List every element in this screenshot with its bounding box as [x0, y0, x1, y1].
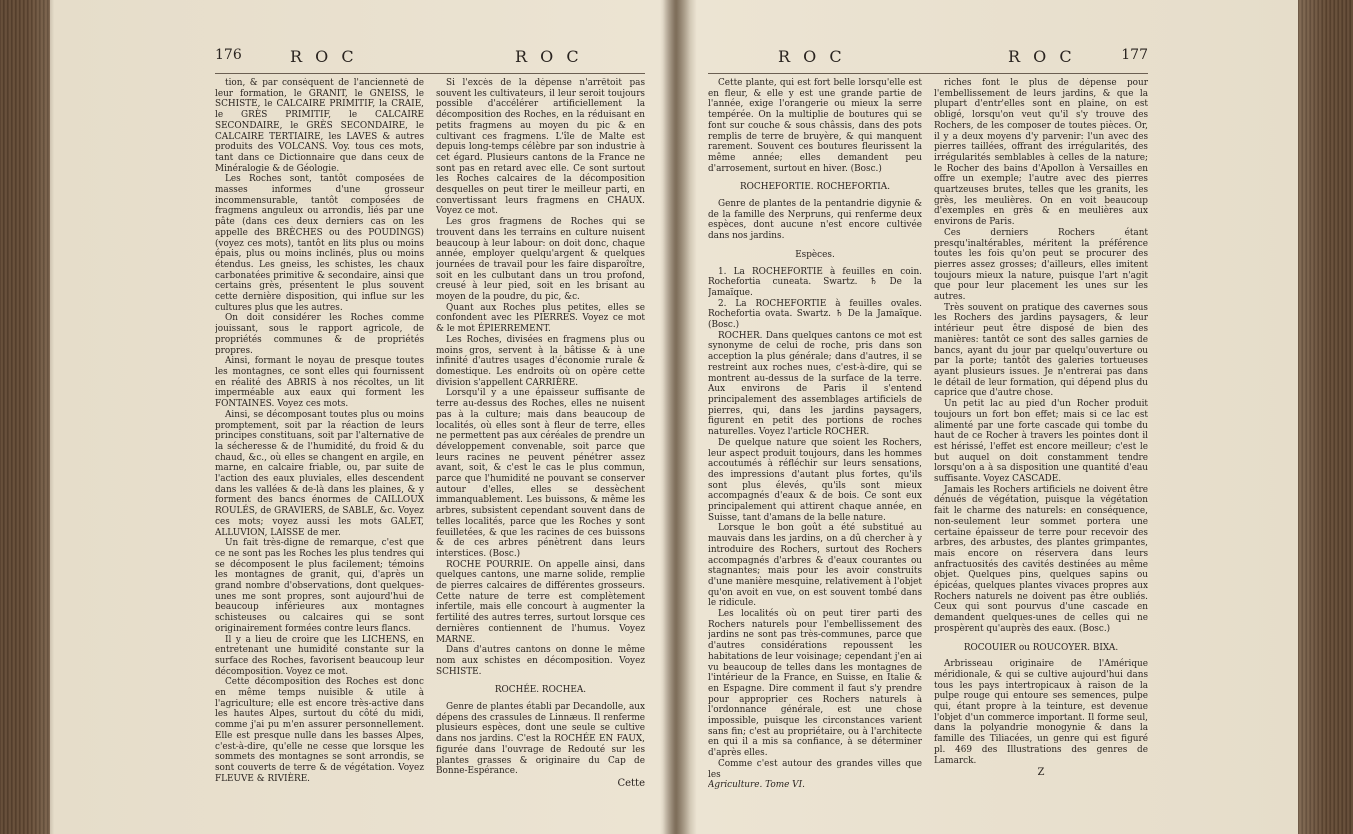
signature-line: Agriculture. Tome VI. — [708, 780, 805, 791]
entry-heading-rochefortie: ROCHEFORTIE. ROCHEFORTIA. — [739, 182, 891, 193]
right-page-number: 177 — [1121, 47, 1148, 63]
left-running-head-2: R O C — [515, 47, 583, 66]
paragraph: Comme c'est autour des grandes villes que les — [708, 758, 922, 780]
right-running-head-1: R O C — [778, 47, 846, 66]
paragraph: De quelque nature que soient les Rochers, leur aspect produit toujours, dans les hommes accoutumés à réfléchir sur leurs sensations, des impressions d'autant plus fortes, qu'ils sont plus élevés, qu'ils sont mieux accompagnés d'eaux & de bois. Ce sont eux principalement qui attirent chaque année, en Suisse, tant d'amans de la belle nature. — [708, 437, 922, 523]
right-page-edges — [1298, 0, 1353, 834]
paragraph: On doit considérer les Roches comme jouissant, sous le rapport agricole, de propriétés communes & de propriétés propres. — [215, 313, 424, 356]
left-running-head-1: R O C — [290, 47, 358, 66]
paragraph: tion, & par conséquent de l'ancienneté de leur formation, le GRANIT, le GNEISS, le SCHISTE, le CALCAIRE PRIMITIF, la CRAIE, le GRÈS PRIMITIF, le CALCAIRE SECONDAIRE, le GRÈS SECONDAIRE, le CALCAIRE TERTIAIRE, les LAVES & autres produits des VOLCANS. Voy. tous ces mots, tant dans ce Dictionnaire que dans ceux de Minéralogie & de Géologie. — [215, 78, 424, 174]
paragraph: Lorsqu'il y a une épaisseur suffisante de terre au-dessus des Roches, elles ne nuisent pas à la culture; mais dans beaucoup de localités, où elles sont à fleur de terre, elles ne permettent pas aux céréales de prendre un développement convenable, soit parce que leurs racines ne peuvent pénétrer assez avant, soit, & c'est le cas le plus commun, parce que l'humidité ne pouvant se conserver autour d'elles, elles se dessèchent immanquablement. Les buissons, & même les arbres, subsistent cependant souvent dans de telles localités, parce que les Roches y sont feuilletées, & que les racines de ces buissons & de ces arbres pénètrent dans leurs interstices. (Bosc.) — [436, 388, 645, 559]
left-column-1 — [215, 78, 424, 823]
left-page-header — [215, 45, 645, 74]
left-page — [215, 45, 645, 823]
paragraph: Très souvent on pratique des cavernes sous les Rochers des jardins paysagers, & leur intérieur peut être disposé de bien des manières: tantôt ce sont des salles garnies de bancs, ayant du jour par quelqu'ouverture ou par la porte; tantôt des galeries tortueuses ayant plusieurs issues. Je n'entrerai pas dans le détail de leur formation, qui dépend plus du caprice que d'autre chose. — [934, 302, 1148, 399]
paragraph: Les Roches sont, tantôt composées de masses informes d'une grosseur incommensurable, tantôt composées de fragmens anguleux ou arrondis, liés par une pâte (dans ces deux derniers cas on les appelle des BRÈCHES ou des POUDINGS) (voyez ces mots), tantôt en lits plus ou moins épais, plus ou moins inclinés, plus ou moins étendus. Les gneiss, les schistes, les chaux carbonatées primitive & secondaire, ainsi que certains grès, présentent le plus souvent cette dernière disposition, qui influe sur les cultures plus que les autres. — [215, 174, 424, 313]
paragraph: Ainsi, formant le noyau de presque toutes les montagnes, ce sont elles qui fournissent en réalité des ABRIS à nos récoltes, un lit imperméable aux eaux qui forment les FONTAINES. Voyez ces mots. — [215, 356, 424, 410]
paragraph: Un fait très-digne de remarque, c'est que ce ne sont pas les Roches les plus tendres qui se décomposent le plus facilement; témoins les montagnes de granit, qui, d'après un grand nombre d'observations, dont quelques-unes me sont propres, sont aujourd'hui de beaucoup inférieures aux montagnes schisteuses ou calcaires qui se sont originairement formées contre leurs flancs. — [215, 538, 424, 634]
left-page-number: 176 — [215, 47, 242, 63]
paragraph: riches font le plus de dépense pour l'embellissement de leurs jardins, & que la plupart d'entr'elles sont en plaine, on est obligé, lorsqu'on veut qu'il s'y trouve des Rochers, de les composer de toutes pièces. Or, il y a deux moyens d'y parvenir: l'un avec des pierres taillées, offrant des irrégularités, des irrégularités semblables à celles de la nature; le Rocher des bains d'Apollon à Versailles en offre un exemple; l'autre avec des pierres quartzeuses brutes, telles que les granits, les grès, les meulières. On en voit beaucoup d'exemples en grès & en meulières aux environs de Paris. — [934, 78, 1148, 228]
entry-heading-rochee: ROCHÉE. ROCHEA. — [494, 685, 587, 696]
right-column-1 — [708, 78, 922, 823]
paragraph: Arbrisseau originaire de l'Amérique méridionale, & qui se cultive aujourd'hui dans tous les pays intertropicaux à raison de la pulpe rouge qui entoure ses semences, pulpe qui, étant propre à la teinture, est devenue l'objet d'un commerce important. Il forme seul, dans la polyandrie monogynie & dans la famille des Tiliacées, un genre qui est figuré pl. 469 des Illustrations des genres de Lamarck. — [934, 659, 1148, 766]
signature-mark: Z — [1037, 767, 1045, 779]
species-heading: Espèces. — [795, 249, 835, 260]
species-item: 1. La ROCHEFORTIE à feuilles en coin. Rochefortia cuneata. Swartz. ♄ De la Jamaïque. — [708, 266, 922, 298]
paragraph: ROCHER. Dans quelques cantons ce mot est synonyme de celui de roche, pris dans son acception la plus générale; dans d'autres, il se restreint aux roches nues, c'est-à-dire, qui se montrent au-dessus de la surface de la terre. Aux environs de Paris il s'entend principalement des assemblages artificiels de pierres, qui, dans les jardins paysagers, figurent en petit des portions de roches naturelles. Voyez l'article ROCHER. — [708, 330, 922, 438]
paragraph: Genre de plantes établi par Decandolle, aux dépens des crassules de Linnæus. Il renferme plusieurs espèces, dont une seule se cultive dans nos jardins. C'est la ROCHÉE EN FAUX, figurée dans l'ouvrage de Redouté sur les plantes grasses & originaire du Cap de Bonne-Espérance. — [436, 702, 645, 777]
paragraph: Les Roches, divisées en fragmens plus ou moins gros, servent à la bâtisse & à une infinité d'autres usages d'économie rurale & domestique. Les endroits où on opère cette division s'appellent CARRIÈRE. — [436, 334, 645, 388]
paragraph: Dans d'autres cantons on donne le même nom aux schistes en décomposition. Voyez SCHISTE. — [436, 645, 645, 677]
right-page — [708, 45, 1148, 823]
right-running-head-2: R O C — [1008, 47, 1076, 66]
paragraph: Cette plante, qui est fort belle lorsqu'elle est en fleur, & elle y est une grande partie de l'année, exige l'orangerie ou mieux la serre tempérée. On la multiplie de boutures qui se font sur couche & sous châssis, dans des pots remplis de terre de bruyère, & qui manquent rarement. Souvent ces boutures fleurissent la même année; elles demandent peu d'arrosement, surtout en hiver. (Bosc.) — [708, 78, 922, 174]
paragraph: Un petit lac au pied d'un Rocher produit toujours un fort bon effet; mais si ce lac est alimenté par une forte cascade qui tombe du haut de ce Rocher à travers les pointes dont il est hérissé, l'effet est encore meilleur; c'est le but auquel on doit constamment tendre lorsqu'on a à sa disposition une quantité d'eau suffisante. Voyez CASCADE. — [934, 399, 1148, 485]
book-gutter — [660, 0, 690, 834]
right-page-header — [708, 45, 1148, 74]
paragraph: Genre de plantes de la pentandrie digynie & de la famille des Nerpruns, qui renferme deux espèces, dont aucune n'est encore cultivée dans nos jardins. — [708, 199, 922, 242]
left-column-2 — [436, 78, 645, 823]
paragraph: Les localités où on peut tirer parti des Rochers naturels pour l'embellissement des jardins ne sont pas très-communes, parce que d'autres considérations repoussent les habitations de leur voisinage; cependant j'en ai vu beaucoup de telles dans les montagnes de l'intérieur de la France, en Suisse, en Italie & en Espagne. Dire comment il faut s'y prendre pour approprier ces Rochers naturels à l'ordonnance générale, est une chose impossible, puisque les circonstances varient sans fin; c'est au propriétaire, ou à l'architecte en qui il a mis sa confiance, à se déterminer d'après elles. — [708, 609, 922, 759]
catchword: Cette — [617, 778, 645, 789]
paragraph: Il y a lieu de croire que les LICHENS, en entretenant une humidité constante sur la surface des Roches, favorisent beaucoup leur décomposition. Voyez ce mot. — [215, 634, 424, 677]
paragraph: Cette décomposition des Roches est donc en même temps nuisible & utile à l'agriculture; elle est encore très-active dans les hautes Alpes, surtout du côté du midi, comme j'ai pu m'en assurer personnellement. Elle est presque nulle dans les basses Alpes, c'est-à-dire, qu'elle ne cesse que lorsque les sommets des montagnes se sont arrondis, se sont couverts de terre & de végétation. Voyez FLEUVE & RIVIÈRE. — [215, 677, 424, 784]
entry-heading-rocouier: ROCOUIER ou ROUCOYER. BIXA. — [963, 642, 1119, 653]
right-column-2 — [934, 78, 1148, 823]
paragraph: Ces derniers Rochers étant presqu'inaltérables, méritent la préférence toutes les fois qu'on peut se procurer des pierres assez grosses; d'ailleurs, elles imitent toujours mieux la nature, puisque l'art n'agit que pour leur placement les unes sur les autres. — [934, 227, 1148, 303]
species-item: 2. La ROCHEFORTIE à feuilles ovales. Rochefortia ovata. Swartz. ♄ De la Jamaïque. (Bosc.) — [708, 298, 922, 331]
paragraph: Ainsi, se décomposant toutes plus ou moins promptement, soit par la réaction de leurs principes constituans, soit par l'alternative de la sécheresse & de l'humidité, du froid & du chaud, &c., où elles se changent en argile, en marne, en calcaire friable, ou, par suite de l'action des eaux pluviales, elles descendent dans les vallées & de-là dans les plaines, & y forment des bancs énormes de CAILLOUX ROULÉS, de GRAVIERS, de SABLE, &c. Voyez ces mots; voyez aussi les mots GALET, ALLUVION, LAISSE de mer. — [215, 409, 424, 538]
left-page-edges — [0, 0, 50, 834]
paragraph: Si l'excès de la dépense n'arrêtoit pas souvent les cultivateurs, il leur seroit toujours possible d'accélérer artificiellement la décomposition des Roches, en la réduisant en petits fragmens au moyen du pic & en cultivant ces fragmens. L'île de Malte est depuis long-temps célèbre par son industrie à cet égard. Plusieurs cantons de la France ne sont pas en retard avec elle. Ce sont surtout les Roches calcaires de la décomposition desquelles on peut tirer le meilleur parti, en convertissant leurs fragmens en CHAUX. Voyez ce mot. — [436, 78, 645, 217]
paragraph: Lorsque le bon goût a été substitué au mauvais dans les jardins, on a dû chercher à y introduire des Rochers, surtout des Rochers accompagnés d'arbres & d'eaux courantes ou stagnantes; mais pour les avoir construits d'une manière mesquine, relativement à l'objet qu'on avoit en vue, on est souvent tombé dans le ridicule. — [708, 523, 922, 609]
paragraph: Les gros fragmens de Roches qui se trouvent dans les terrains en culture nuisent beaucoup à leur labour: on doit donc, chaque année, employer quelqu'argent & quelques journées de travail pour les faire disparoître, soit en les culbutant dans un trou profond, creusé à leur pied, soit en les brisant au moyen de la poudre, du pic, &c. — [436, 217, 645, 303]
paragraph: Quant aux Roches plus petites, elles se confondent avec les PIERRES. Voyez ce mot & le mot ÉPIERREMENT. — [436, 302, 645, 335]
paragraph: Jamais les Rochers artificiels ne doivent être dénués de végétation, puisque la végétation fait le charme des naturels: en conséquence, non-seulement leur sommet portera une certaine épaisseur de terre pour recevoir des arbres, des arbustes, des plantes grimpantes, mais encore on réservera dans leurs anfractuosités des cavités destinées au même objet. Quelques pins, quelques sapins ou épicéas, quelques plantes vivaces propres aux Rochers naturels ne doivent pas être oubliés. Ceux qui sont pourvus d'une cascade en demandent quelques-unes de celles qui ne prospèrent qu'auprès des eaux. (Bosc.) — [934, 484, 1148, 634]
paragraph: ROCHE POURRIE. On appelle ainsi, dans quelques cantons, une marne solide, remplie de pierres calcaires de différentes grosseurs. Cette nature de terre est complètement infertile, mais elle concourt à augmenter la fertilité des autres terres, surtout lorsque ces dernières contiennent de l'humus. Voyez MARNE. — [436, 559, 645, 645]
